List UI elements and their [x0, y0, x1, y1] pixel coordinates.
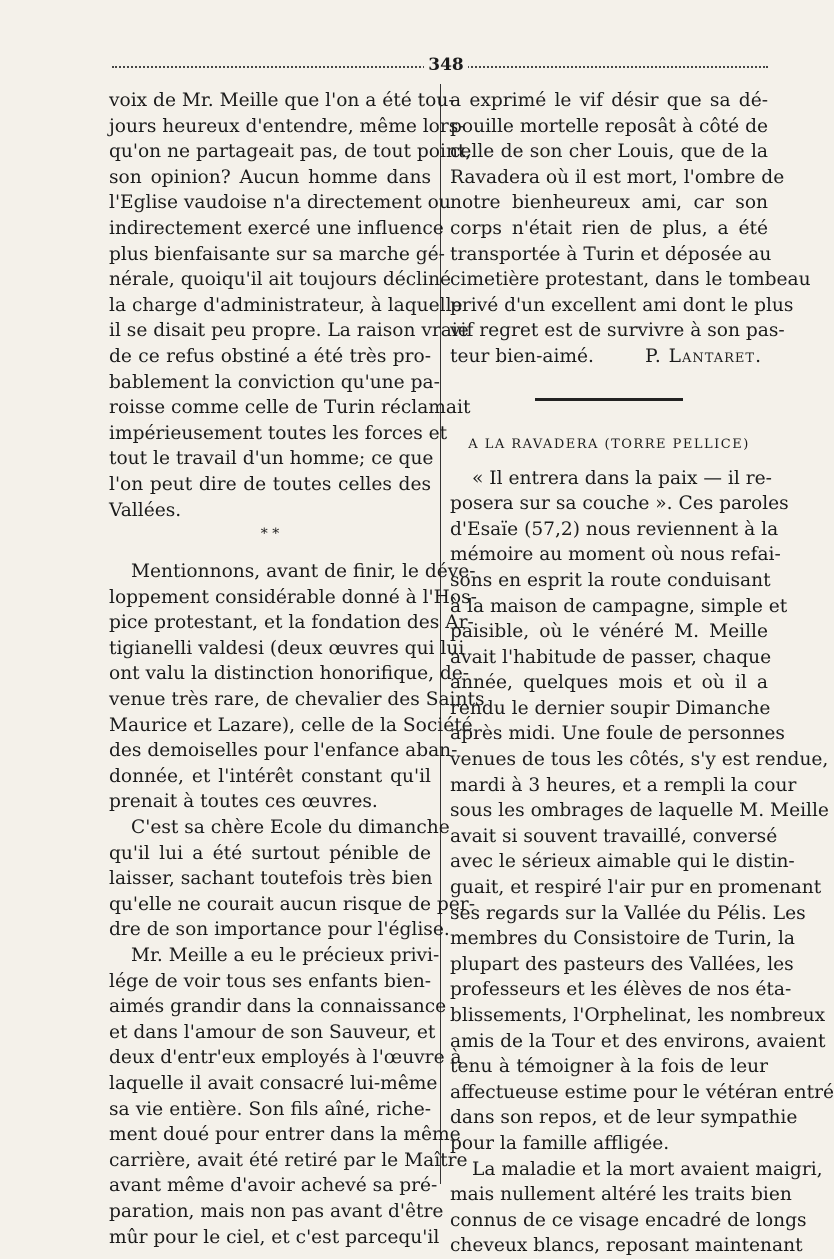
signature-text: P. Lantaret. — [645, 345, 762, 367]
text-line: posera sur sa couche ». Ces paroles — [450, 493, 789, 515]
text-line: paration, mais non pas avant d'être — [109, 1200, 444, 1222]
text-line: son opinion? Aucun homme dans — [109, 166, 431, 188]
text-line: lége de voir tous ses enfants bien- — [109, 970, 432, 992]
text-line: celle de son cher Louis, que de la — [450, 141, 768, 163]
text-line: privé d'un excellent ami dont le plus — [450, 294, 794, 316]
text-line: corps n'était rien de plus, a été — [450, 217, 768, 239]
text-line: prenait à toutes ces œuvres. — [109, 791, 378, 813]
text-line: loppement considérable donné à l'Hos- — [109, 586, 477, 608]
text-line: a exprimé le vif désir que sa dé- — [450, 90, 768, 111]
text-line: professeurs et les élèves de nos éta- — [450, 979, 792, 1001]
text-line: l'on peut dire de toutes celles des — [109, 473, 431, 495]
text-line: qu'on ne partageait pas, de tout point, — [109, 141, 472, 163]
text-line: paisible, où le vénéré M. Meille — [450, 621, 768, 643]
text-line: et dans l'amour de son Sauveur, et — [109, 1021, 436, 1043]
text-line: Maurice et Lazare), celle de la Société — [109, 714, 473, 736]
text-line: avec le sérieux aimable qui le distin- — [450, 851, 795, 873]
text-line: de ce refus obstiné a été très pro- — [109, 345, 431, 367]
text-line: rendu le dernier soupir Dimanche — [450, 697, 771, 719]
text-line: blissements, l'Orphelinat, les nombreux — [450, 1005, 826, 1026]
right-paragraph-group-2 — [450, 466, 834, 1259]
text-line: année, quelques mois et où il a — [450, 672, 768, 694]
text-line: venues de tous les côtés, s'y est rendue, — [450, 749, 829, 771]
text-line: mais nullement altéré les traits bien — [450, 1184, 792, 1206]
text-line: pice protestant, et la fondation des Ar- — [109, 612, 474, 634]
left-column — [109, 88, 485, 1250]
text-line: tout le travail d'un homme; ce que — [109, 448, 434, 470]
text-line: aimés grandir dans la connaissance — [109, 996, 447, 1018]
text-line: Vallées. — [109, 499, 182, 521]
text-line: venue très rare, de chevalier des Saints — [109, 689, 485, 711]
text-line: roisse comme celle de Turin réclamait — [109, 397, 471, 419]
text-line: qu'il lui a été surtout pénible de — [109, 842, 431, 864]
text-line: Mentionnons, avant de finir, le déve- — [131, 561, 476, 583]
text-line: Mr. Meille a eu le précieux privi- — [131, 945, 440, 966]
section-heading: A LA RAVADERA (TORRE PELLICE) — [468, 436, 750, 452]
text-line: affectueuse estime pour le vétéran entré — [450, 1081, 834, 1103]
text-line: dre de son importance pour l'église. — [109, 919, 450, 941]
text-line: notre bienheureux ami, car son — [450, 192, 768, 214]
text-line: avait si souvent travaillé, conversé — [450, 825, 778, 847]
text-line: l'Eglise vaudoise n'a directement ou — [109, 192, 451, 214]
text-line: mûr pour le ciel, et c'est parcequ'il — [109, 1226, 440, 1248]
text-line: cheveux blancs, reposant maintenant — [450, 1235, 803, 1257]
page-number: 348 — [424, 55, 468, 75]
text-line: transportée à Turin et déposée au — [450, 243, 772, 265]
text-line: sous les ombrages de laquelle M. Meille — [450, 800, 829, 822]
text-line: la charge d'administrateur, à laquelle — [109, 294, 463, 316]
text-line: « Il entrera dans la paix — il re- — [472, 467, 772, 489]
text-line: teur bien-aimé. — [450, 345, 594, 367]
left-paragraph-group-2 — [109, 559, 485, 1250]
text-line: plus bienfaisante sur sa marche gé- — [109, 243, 445, 265]
text-line: mémoire au moment où nous refai- — [450, 544, 781, 566]
text-line: d'Esaïe (57,2) nous reviennent à la — [450, 518, 779, 540]
text-line: membres du Consistoire de Turin, la — [450, 928, 796, 950]
text-line: C'est sa chère Ecole du dimanche — [131, 817, 450, 839]
text-line: indirectement exercé une influence — [109, 217, 444, 239]
text-line: ses regards sur la Vallée du Pélis. Les — [450, 902, 806, 924]
text-line: guait, et respiré l'air pur en promenant — [450, 877, 822, 899]
text-line: donnée, et l'intérêt constant qu'il — [109, 765, 431, 787]
text-line: ment doué pour entrer dans la même — [109, 1124, 461, 1146]
section-rule — [450, 392, 768, 408]
text-line: deux d'entr'eux employés à l'œuvre à — [109, 1047, 462, 1069]
text-line: qu'elle ne courait aucun risque de per- — [109, 893, 475, 915]
text-line: dans son repos, et de leur sympathie — [450, 1107, 798, 1129]
text-line: avant même d'avoir achevé sa pré- — [109, 1175, 438, 1197]
text-line: à la maison de campagne, simple et — [450, 595, 788, 617]
text-line: La maladie et la mort avaient maigri, — [472, 1158, 823, 1180]
text-line: plupart des pasteurs des Vallées, les — [450, 953, 794, 975]
text-line: sons en esprit la route conduisant — [450, 569, 771, 591]
asterism-separator: * * — [260, 526, 280, 543]
text-line: avait l'habitude de passer, chaque — [450, 646, 772, 668]
text-line: après midi. Une foule de personnes — [450, 723, 785, 745]
right-column — [450, 88, 834, 1259]
right-paragraph-group-1 — [450, 88, 811, 370]
text-line: cimetière protestant, dans le tombeau — [450, 269, 811, 291]
spacer — [450, 408, 768, 430]
text-line: connus de ce visage encadré de longs — [450, 1209, 807, 1231]
text-line: impérieusement toutes les forces et — [109, 422, 448, 444]
text-line: il se disait peu propre. La raison vraie — [109, 320, 469, 342]
text-line: voix de Mr. Meille que l'on a été tou- — [109, 90, 455, 111]
text-line: laisser, sachant toutefois très bien — [109, 868, 433, 890]
text-line: vif regret est de survivre à son pas- — [450, 320, 785, 342]
text-line: sa vie entière. Son fils aîné, riche- — [109, 1098, 431, 1120]
text-line: jours heureux d'entendre, même lors- — [109, 115, 465, 137]
text-line: ont valu la distinction honorifique, de- — [109, 663, 470, 685]
text-line: pouille mortelle reposât à côté de — [450, 115, 768, 137]
text-line: amis de la Tour et des environs, avaient — [450, 1030, 826, 1052]
left-paragraph-group-1 — [109, 88, 472, 523]
spacer — [450, 370, 768, 392]
text-line: carrière, avait été retiré par le Maître — [109, 1149, 468, 1171]
text-line: laquelle il avait consacré lui-même — [109, 1072, 438, 1094]
text-line: tigianelli valdesi (deux œuvres qui lui — [109, 637, 465, 659]
text-line: Ravadera où il est mort, l'ombre de — [450, 166, 785, 188]
text-line: mardi à 3 heures, et a rempli la cour — [450, 774, 797, 796]
text-line: tenu à témoigner à la fois de leur — [450, 1056, 768, 1078]
text-line: des demoiselles pour l'enfance aban- — [109, 740, 458, 762]
text-line: bablement la conviction qu'une pa- — [109, 371, 440, 393]
text-line: pour la famille affligée. — [450, 1132, 670, 1154]
text-line: nérale, quoiqu'il ait toujours décliné — [109, 269, 452, 291]
